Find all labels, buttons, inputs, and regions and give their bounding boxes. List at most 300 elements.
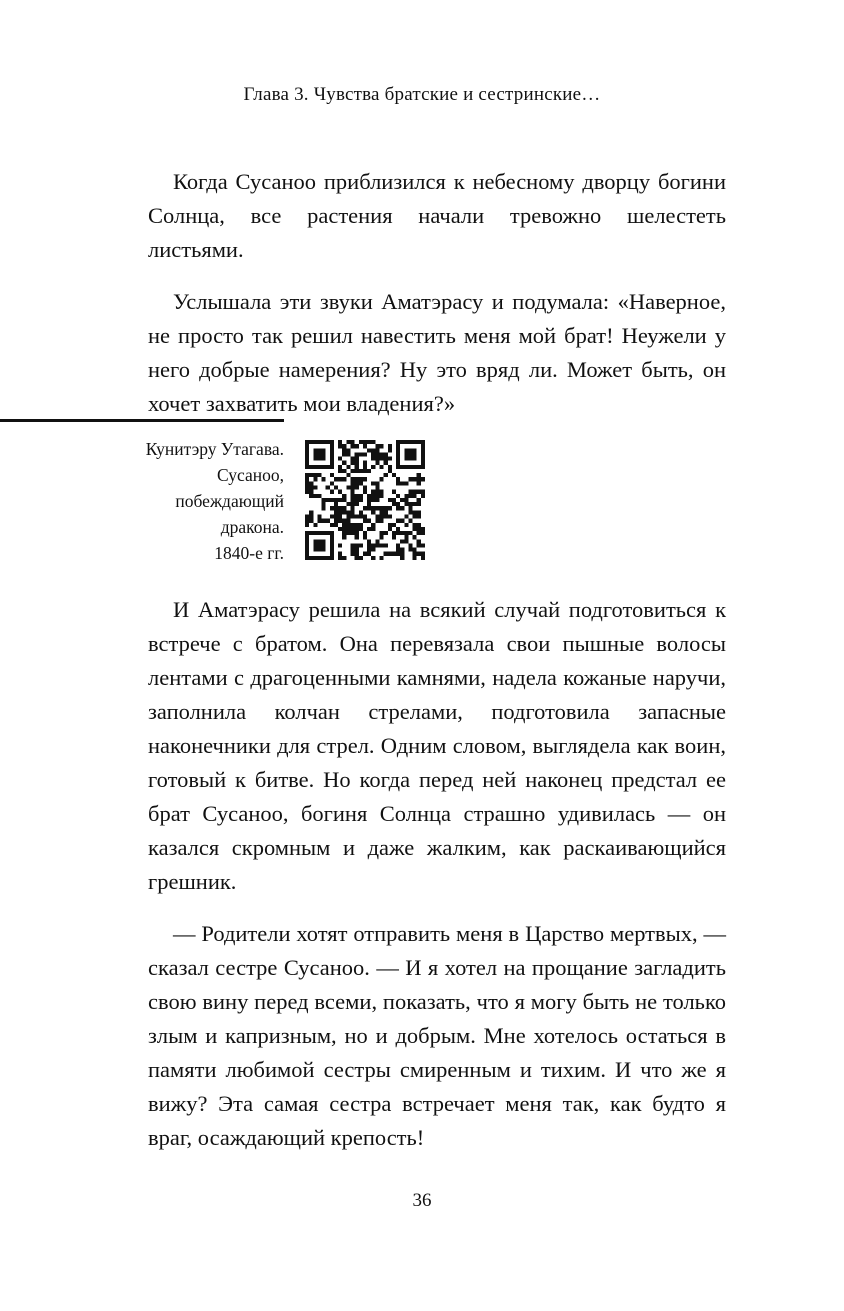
qr-module — [375, 444, 379, 448]
qr-module — [326, 486, 330, 490]
qr-module — [355, 552, 359, 556]
qr-module — [313, 531, 317, 535]
qr-module — [375, 519, 379, 523]
qr-module — [305, 452, 309, 456]
qr-module — [371, 465, 375, 469]
qr-module — [338, 506, 342, 510]
qr-module — [322, 539, 326, 543]
qr-module — [313, 494, 317, 498]
qr-module — [351, 502, 355, 506]
qr-module — [317, 494, 321, 498]
paragraph: Когда Сусаноо приблизился к небесному дворцу богини Солнца, все растения начали тревожно шелестеть листьями. — [148, 169, 726, 262]
qr-module — [421, 527, 425, 531]
qr-module — [317, 440, 321, 444]
qr-module — [392, 498, 396, 502]
qr-module — [309, 490, 313, 494]
qr-module — [351, 506, 355, 510]
qr-module — [338, 552, 342, 556]
qr-module — [317, 543, 321, 547]
qr-module — [338, 440, 342, 444]
qr-module — [330, 539, 334, 543]
qr-module — [322, 498, 326, 502]
qr-module — [322, 556, 326, 560]
qr-module — [363, 514, 367, 518]
qr-module — [305, 548, 309, 552]
qr-module — [417, 510, 421, 514]
qr-module — [334, 502, 338, 506]
qr-module — [359, 494, 363, 498]
qr-module — [379, 506, 383, 510]
qr-module — [396, 543, 400, 547]
qr-module — [346, 440, 350, 444]
qr-module — [396, 506, 400, 510]
qr-module — [396, 494, 400, 498]
qr-module — [355, 469, 359, 473]
qr-module — [334, 498, 338, 502]
qr-module — [375, 494, 379, 498]
qr-module — [359, 527, 363, 531]
qr-module — [408, 477, 412, 481]
qr-module — [309, 556, 313, 560]
qr-module — [305, 461, 309, 465]
qr-module — [408, 440, 412, 444]
qr-module — [379, 494, 383, 498]
qr-module — [355, 444, 359, 448]
qr-module — [413, 448, 417, 452]
qr-module — [417, 531, 421, 535]
qr-module — [408, 502, 412, 506]
qr-module — [313, 473, 317, 477]
qr-module — [309, 510, 313, 514]
qr-module — [375, 498, 379, 502]
qr-module — [334, 486, 338, 490]
qr-module — [359, 469, 363, 473]
qr-module — [346, 531, 350, 535]
qr-module — [351, 481, 355, 485]
qr-module — [355, 548, 359, 552]
qr-module — [363, 469, 367, 473]
qr-module — [379, 543, 383, 547]
qr-code-icon[interactable] — [305, 440, 425, 560]
qr-module — [404, 523, 408, 527]
qr-module — [388, 506, 392, 510]
qr-module — [371, 548, 375, 552]
qr-module — [421, 444, 425, 448]
qr-module — [421, 494, 425, 498]
qr-module — [371, 481, 375, 485]
qr-module — [330, 457, 334, 461]
qr-module — [330, 473, 334, 477]
qr-module — [338, 498, 342, 502]
qr-module — [322, 457, 326, 461]
qr-module — [417, 440, 421, 444]
qr-module — [375, 514, 379, 518]
qr-module — [338, 457, 342, 461]
qr-module — [396, 548, 400, 552]
qr-module — [309, 481, 313, 485]
qr-module — [417, 477, 421, 481]
qr-module — [363, 552, 367, 556]
qr-module — [346, 486, 350, 490]
qr-module — [330, 535, 334, 539]
qr-module — [413, 548, 417, 552]
qr-module — [313, 543, 317, 547]
qr-module — [404, 481, 408, 485]
qr-module — [334, 510, 338, 514]
paragraph: — Родители хотят отправить меня в Царство мертвых, — сказал сестре Сусаноо. — И я хотел на прощание загладить свою вину перед всеми, показать, что я могу быть не только злым и капризным, но и добрым. Мне хотелось остаться в памяти любимой сестры смиренным и тихим. И что же я вижу? Эта самая сестра встречает меня так, как будто я враг, осаждающий крепость! — [148, 921, 726, 1150]
qr-module — [346, 465, 350, 469]
qr-module — [367, 543, 371, 547]
qr-module — [342, 523, 346, 527]
qr-module — [371, 498, 375, 502]
qr-module — [355, 452, 359, 456]
qr-module — [396, 448, 400, 452]
qr-module — [305, 473, 309, 477]
qr-module — [359, 514, 363, 518]
qr-module — [305, 539, 309, 543]
qr-module — [396, 531, 400, 535]
qr-module — [396, 465, 400, 469]
qr-module — [322, 519, 326, 523]
qr-module — [404, 465, 408, 469]
qr-module — [305, 481, 309, 485]
qr-module — [384, 452, 388, 456]
qr-module — [359, 440, 363, 444]
qr-module — [371, 527, 375, 531]
qr-module — [413, 494, 417, 498]
qr-module — [313, 440, 317, 444]
qr-module — [305, 519, 309, 523]
qr-module — [388, 552, 392, 556]
qr-module — [346, 523, 350, 527]
qr-module — [408, 465, 412, 469]
qr-module — [317, 452, 321, 456]
qr-module — [338, 477, 342, 481]
qr-module — [313, 523, 317, 527]
qr-module — [375, 452, 379, 456]
qr-module — [388, 465, 392, 469]
qr-module — [396, 481, 400, 485]
qr-module — [392, 502, 396, 506]
qr-module — [330, 523, 334, 527]
qr-module — [375, 461, 379, 465]
qr-module — [408, 531, 412, 535]
qr-module — [363, 531, 367, 535]
qr-module — [322, 465, 326, 469]
qr-module — [417, 465, 421, 469]
qr-module — [375, 543, 379, 547]
qr-module — [421, 448, 425, 452]
qr-module — [342, 498, 346, 502]
qr-module — [367, 506, 371, 510]
paragraph: Услышала эти звуки Аматэрасу и подумала: «Наверное, не просто так решил навестить меня мой брат! Неужели у него добрые намерения? Ну это вряд ли. Может быть, он хочет захватить мои владения?» — [148, 289, 726, 416]
qr-module — [346, 510, 350, 514]
qr-module — [379, 531, 383, 535]
qr-module — [371, 523, 375, 527]
qr-module — [355, 498, 359, 502]
qr-module — [338, 469, 342, 473]
qr-module — [351, 490, 355, 494]
qr-module — [375, 486, 379, 490]
qr-module — [338, 490, 342, 494]
qr-module — [342, 444, 346, 448]
qr-module — [379, 556, 383, 560]
text-block-bottom — [148, 593, 726, 1173]
qr-module — [305, 523, 309, 527]
qr-module — [355, 461, 359, 465]
qr-module — [408, 506, 412, 510]
qr-module — [367, 448, 371, 452]
qr-module — [309, 440, 313, 444]
qr-module — [338, 556, 342, 560]
qr-module — [305, 444, 309, 448]
qr-module — [359, 481, 363, 485]
text-block-top — [148, 165, 726, 439]
qr-module — [326, 519, 330, 523]
qr-module — [346, 502, 350, 506]
qr-module — [342, 461, 346, 465]
qr-module — [351, 457, 355, 461]
caption-line: дракона. — [220, 517, 284, 537]
qr-module — [417, 552, 421, 556]
qr-module — [351, 527, 355, 531]
qr-module — [346, 527, 350, 531]
qr-module — [334, 523, 338, 527]
qr-module — [359, 498, 363, 502]
qr-module — [408, 490, 412, 494]
qr-module — [346, 473, 350, 477]
qr-module — [351, 461, 355, 465]
qr-module — [317, 514, 321, 518]
qr-module — [421, 490, 425, 494]
qr-module — [400, 440, 404, 444]
qr-module — [330, 444, 334, 448]
qr-module — [413, 552, 417, 556]
qr-module — [421, 531, 425, 535]
qr-module — [359, 510, 363, 514]
qr-module — [400, 531, 404, 535]
qr-module — [404, 535, 408, 539]
qr-module — [396, 461, 400, 465]
qr-module — [400, 506, 404, 510]
qr-module — [404, 531, 408, 535]
qr-module — [367, 548, 371, 552]
qr-module — [313, 457, 317, 461]
qr-module — [404, 440, 408, 444]
qr-module — [396, 477, 400, 481]
qr-module — [326, 465, 330, 469]
qr-module — [355, 523, 359, 527]
qr-module — [379, 477, 383, 481]
qr-module — [396, 452, 400, 456]
qr-module — [413, 465, 417, 469]
qr-module — [330, 465, 334, 469]
qr-module — [330, 556, 334, 560]
qr-module — [371, 506, 375, 510]
qr-module — [351, 543, 355, 547]
qr-module — [305, 514, 309, 518]
qr-module — [342, 510, 346, 514]
qr-module — [379, 444, 383, 448]
qr-module — [305, 457, 309, 461]
qr-module — [379, 519, 383, 523]
qr-module — [363, 461, 367, 465]
qr-module — [338, 543, 342, 547]
qr-module — [408, 510, 412, 514]
qr-module — [417, 543, 421, 547]
qr-module — [334, 477, 338, 481]
qr-module — [330, 448, 334, 452]
illustration-caption — [100, 436, 284, 566]
qr-module — [367, 527, 371, 531]
qr-module — [413, 523, 417, 527]
qr-module — [322, 448, 326, 452]
qr-module — [404, 539, 408, 543]
qr-module — [400, 539, 404, 543]
qr-module — [313, 548, 317, 552]
qr-module — [392, 523, 396, 527]
qr-module — [400, 498, 404, 502]
qr-module — [342, 452, 346, 456]
qr-module — [351, 494, 355, 498]
qr-module — [396, 444, 400, 448]
qr-module — [371, 490, 375, 494]
qr-module — [388, 523, 392, 527]
qr-module — [392, 552, 396, 556]
qr-module — [392, 490, 396, 494]
qr-module — [379, 510, 383, 514]
qr-module — [317, 556, 321, 560]
qr-module — [363, 465, 367, 469]
qr-module — [367, 469, 371, 473]
qr-module — [375, 539, 379, 543]
qr-module — [317, 448, 321, 452]
qr-module — [309, 514, 313, 518]
qr-module — [305, 465, 309, 469]
qr-module — [396, 502, 400, 506]
qr-module — [309, 531, 313, 535]
qr-module — [355, 531, 359, 535]
caption-line: Сусаноо, — [217, 465, 284, 485]
qr-module — [330, 498, 334, 502]
qr-module — [351, 510, 355, 514]
qr-module — [367, 440, 371, 444]
qr-module — [404, 448, 408, 452]
qr-module — [322, 440, 326, 444]
qr-module — [317, 548, 321, 552]
qr-module — [355, 514, 359, 518]
qr-module — [375, 457, 379, 461]
qr-module — [309, 473, 313, 477]
qr-module — [342, 527, 346, 531]
qr-module — [413, 514, 417, 518]
qr-module — [379, 514, 383, 518]
qr-module — [309, 494, 313, 498]
qr-module — [355, 481, 359, 485]
qr-module — [388, 444, 392, 448]
qr-module — [326, 498, 330, 502]
qr-module — [338, 465, 342, 469]
qr-module — [305, 448, 309, 452]
qr-module — [363, 477, 367, 481]
running-head: Глава 3. Чувства братские и сестринские… — [243, 84, 601, 105]
qr-module — [400, 552, 404, 556]
qr-module — [384, 552, 388, 556]
qr-module — [313, 477, 317, 481]
qr-module — [417, 498, 421, 502]
qr-module — [313, 448, 317, 452]
qr-module — [363, 440, 367, 444]
qr-module — [355, 477, 359, 481]
qr-module — [371, 510, 375, 514]
caption-line: Кунитэру Утагава. — [145, 439, 284, 459]
qr-module — [367, 494, 371, 498]
qr-module — [330, 531, 334, 535]
qr-module — [388, 448, 392, 452]
qr-module — [396, 457, 400, 461]
qr-module — [384, 506, 388, 510]
qr-module — [351, 498, 355, 502]
qr-module — [400, 519, 404, 523]
qr-module — [379, 465, 383, 469]
qr-module — [342, 556, 346, 560]
qr-module — [351, 523, 355, 527]
qr-module — [384, 531, 388, 535]
qr-module — [322, 543, 326, 547]
qr-module — [388, 514, 392, 518]
qr-module — [355, 465, 359, 469]
qr-module — [305, 490, 309, 494]
qr-module — [417, 539, 421, 543]
qr-module — [404, 514, 408, 518]
qr-module — [375, 506, 379, 510]
qr-module — [396, 440, 400, 444]
qr-module — [413, 556, 417, 560]
qr-module — [400, 465, 404, 469]
qr-module — [375, 490, 379, 494]
qr-module — [379, 457, 383, 461]
qr-module — [351, 444, 355, 448]
qr-module — [313, 465, 317, 469]
qr-module — [417, 502, 421, 506]
qr-module — [346, 452, 350, 456]
qr-module — [313, 486, 317, 490]
qr-module — [355, 486, 359, 490]
qr-module — [384, 473, 388, 477]
qr-module — [400, 548, 404, 552]
qr-module — [396, 527, 400, 531]
qr-module — [351, 552, 355, 556]
qr-module — [388, 498, 392, 502]
qr-module — [342, 469, 346, 473]
qr-module — [305, 552, 309, 556]
qr-module — [413, 535, 417, 539]
qr-module — [413, 510, 417, 514]
qr-module — [413, 452, 417, 456]
paragraph: И Аматэрасу решила на всякий случай подготовиться к встрече с братом. Она перевязала свои пышные волосы лентами с драгоценными камнями, надела кожаные наручи, заполнила колчан стрелами, подготовила запасные наконечники для стрел. Одним словом, выглядела как воин, готовый к битве. Но когда перед ней наконец предстал ее брат Сусаноо, богиня Солнца страшно удивилась — он казался скромным и даже жалким, как раскаивающийся грешник. — [148, 597, 726, 894]
qr-module — [317, 531, 321, 535]
caption-line: побеждающий — [175, 491, 284, 511]
qr-module — [330, 506, 334, 510]
qr-module — [313, 556, 317, 560]
qr-module — [400, 556, 404, 560]
qr-module — [317, 473, 321, 477]
qr-module — [322, 502, 326, 506]
qr-module — [330, 490, 334, 494]
qr-module — [404, 452, 408, 456]
qr-module — [371, 543, 375, 547]
qr-module — [330, 452, 334, 456]
